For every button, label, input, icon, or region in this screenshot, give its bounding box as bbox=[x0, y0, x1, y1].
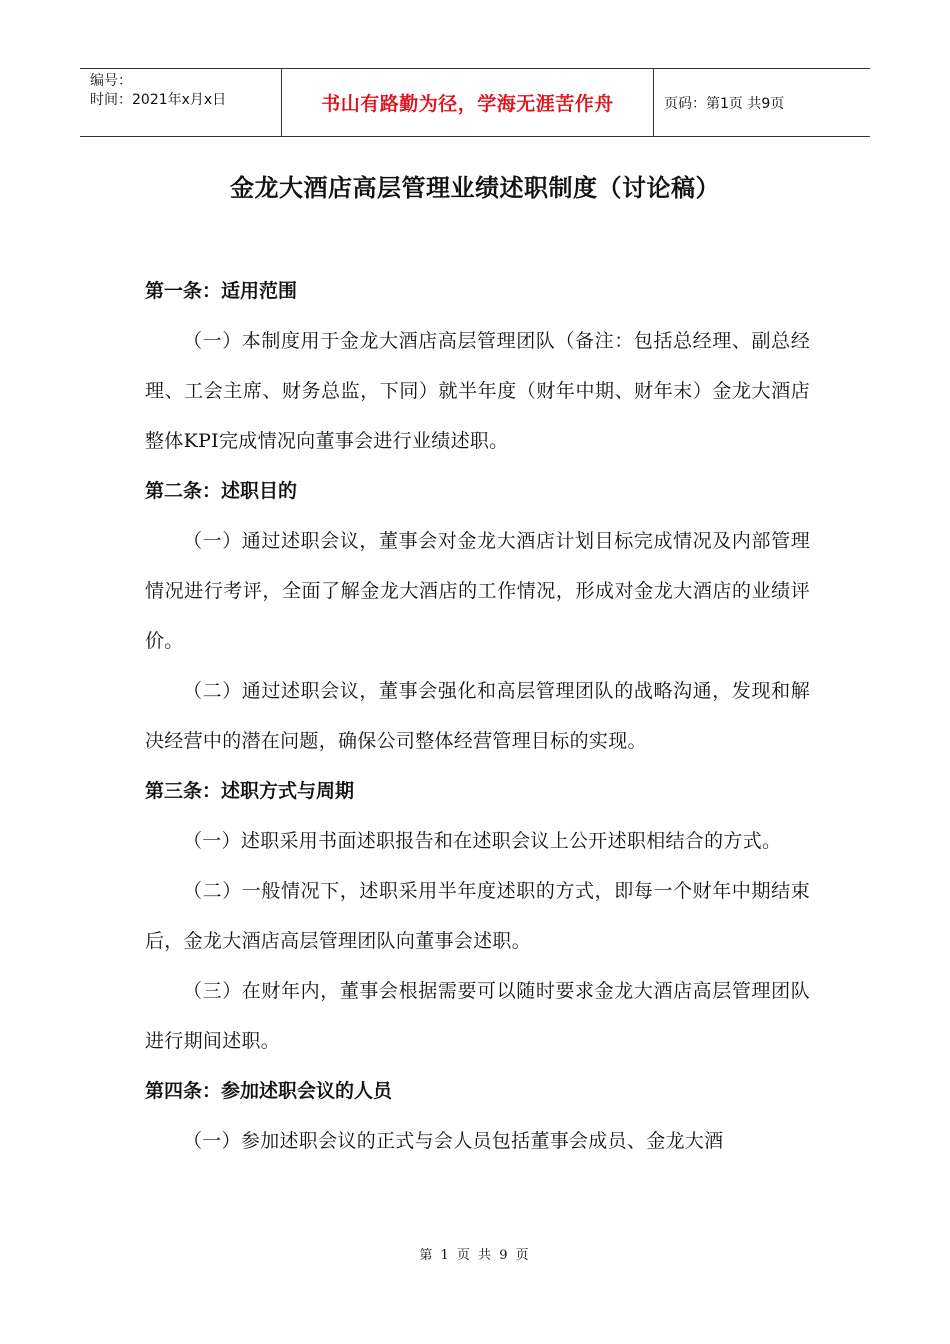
document-body bbox=[145, 266, 810, 1166]
header-meta bbox=[80, 69, 281, 136]
document-title: 金龙大酒店高层管理业绩述职制度（讨论稿） bbox=[230, 174, 720, 202]
paragraph: （一）述职采用书面述职报告和在述职会议上公开述职相结合的方式。 bbox=[183, 830, 782, 852]
paragraph: （一）通过述职会议，董事会对金龙大酒店计划目标完成情况及内部管理情况进行考评，全面了解金龙大酒店的工作情况，形成对金龙大酒店的业绩评价。 bbox=[145, 530, 810, 652]
article bbox=[145, 466, 810, 766]
page-header bbox=[80, 68, 870, 137]
paragraph: （一）本制度用于金龙大酒店高层管理团队（备注：包括总经理、副总经理、工会主席、财务总监，下同）就半年度（财年中期、财年末）金龙大酒店整体KPI完成情况向董事会进行业绩述职。 bbox=[145, 330, 810, 452]
article-title: 第四条：参加述职会议的人员 bbox=[145, 1080, 393, 1102]
number-label: 编号： bbox=[90, 73, 132, 89]
paragraph: （三）在财年内，董事会根据需要可以随时要求金龙大酒店高层管理团队进行期间述职。 bbox=[145, 980, 810, 1052]
page-footer: 第 1 页 共 9 页 bbox=[419, 1248, 531, 1263]
article-title: 第一条：适用范围 bbox=[145, 280, 298, 302]
time-label: 时间：2021年x月x日 bbox=[90, 92, 227, 108]
article-title: 第三条：述职方式与周期 bbox=[145, 780, 355, 802]
header-motto: 书山有路勤为径，学海无涯苦作舟 bbox=[281, 69, 654, 136]
paragraph: （一）参加述职会议的正式与会人员包括董事会成员、金龙大酒 bbox=[183, 1130, 724, 1152]
article bbox=[145, 1066, 810, 1166]
article-title: 第二条：述职目的 bbox=[145, 480, 298, 502]
paragraph: （二）通过述职会议，董事会强化和高层管理团队的战略沟通，发现和解决经营中的潜在问题，确保公司整体经营管理目标的实现。 bbox=[145, 680, 810, 752]
article bbox=[145, 766, 810, 1066]
paragraph: （二）一般情况下，述职采用半年度述职的方式，即每一个财年中期结束后，金龙大酒店高层管理团队向董事会述职。 bbox=[145, 880, 810, 952]
header-page-info: 页码：第1页 共9页 bbox=[664, 95, 785, 112]
article bbox=[145, 266, 810, 466]
